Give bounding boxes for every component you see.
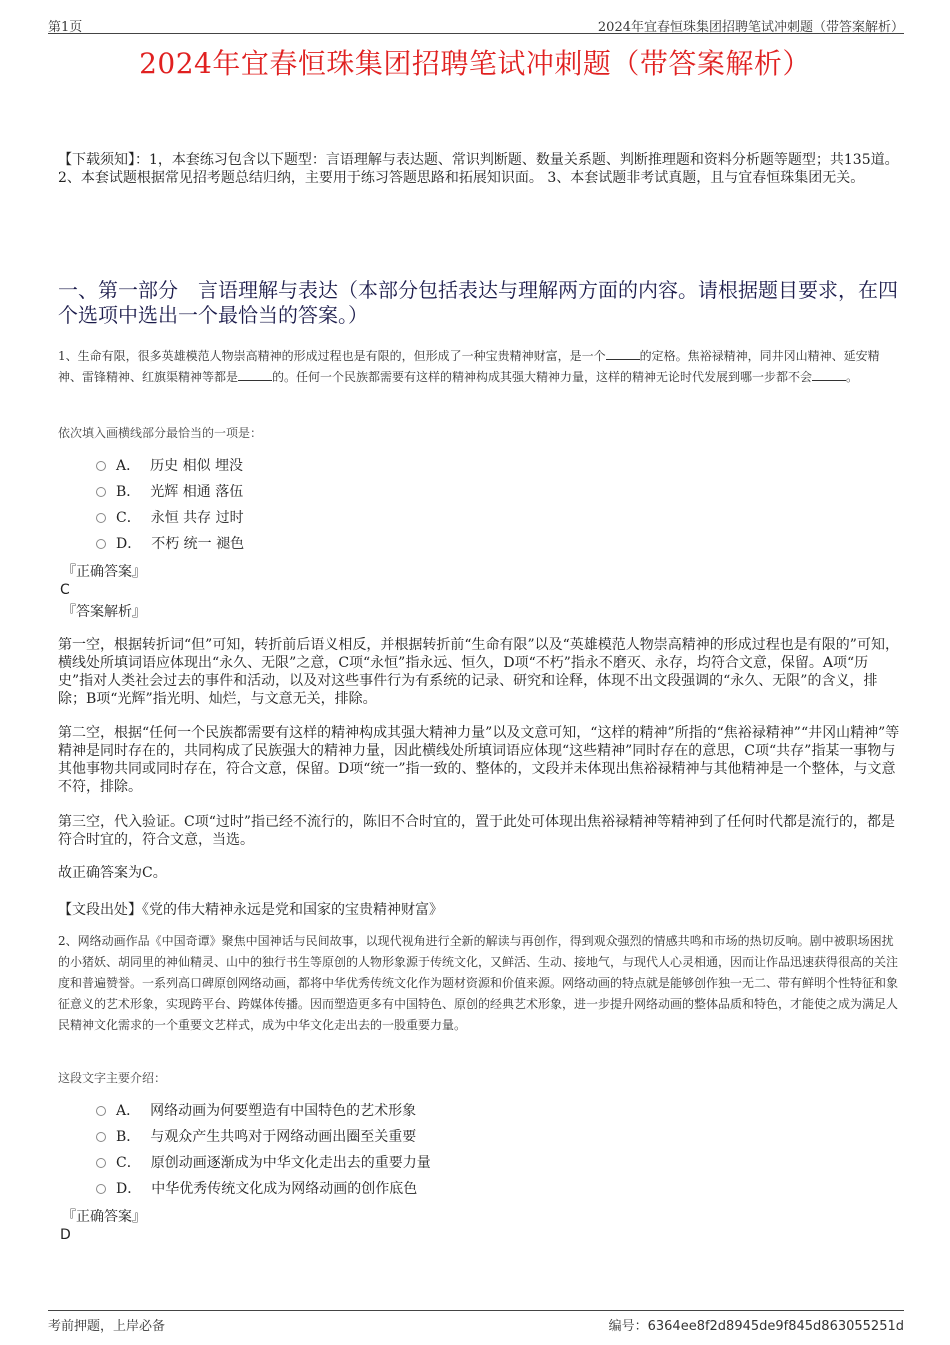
blank-2 — [238, 369, 272, 381]
blank-1 — [606, 348, 640, 360]
question-2-prompt: 这段文字主要介绍： — [58, 1071, 167, 1085]
q2-option-d[interactable]: D． 中华优秀传统文化成为网络动画的创作底色 — [96, 1180, 417, 1198]
q2-answer-label: 『正确答案』 — [62, 1209, 146, 1225]
page-number: 第1页 — [48, 20, 83, 35]
section-title: 一、第一部分 言语理解与表达（本部分包括表达与理解两方面的内容。请根据题目要求，在四个选项中选出一个最恰当的答案。） — [58, 278, 898, 327]
radio-icon[interactable] — [96, 1106, 106, 1116]
q1-option-a[interactable]: A． 历史 相似 埋没 — [96, 457, 243, 475]
q1-option-b[interactable]: B． 光辉 相通 落伍 — [96, 483, 243, 501]
q1-text-b: 的定格。焦裕禄精神，同井冈山精神、延安精神、雷锋精神、红旗渠精神等都是 — [58, 349, 880, 384]
q1-analysis-para-1: 第一空，根据转折词“但”可知，转折前后语义相反，并根据转折前“生命有限”以及“英雄模范人物崇高精神的形成过程也是有限的”可知，横线处所填词语应体现出“永久、无限”之意，C项“永恒”指永远、恒久，D项“不朽”指永不磨灭、永存，均符合文意，保留。A项“历史”指对人类社会过去的事件和活动，以及对这些事件行为有系统的记录、研究和诠释，体现不出文段强调的“永久、无限”的含义，排除；B项“光辉”指光明、灿烂，与文意无关，排除。 — [58, 637, 899, 707]
q2-option-b[interactable]: B． 与观众产生共鸣对于网络动画出圈至关重要 — [96, 1128, 416, 1146]
q1-source: 【文段出处】《党的伟大精神永远是党和国家的宝贵精神财富》 — [58, 902, 443, 918]
q1-text-a: 1、生命有限，很多英雄模范人物崇高精神的形成过程也是有限的，但形成了一种宝贵精神财富，是一个 — [58, 349, 606, 363]
header-doc-title: 2024年宜春恒珠集团招聘笔试冲刺题（带答案解析） — [597, 20, 904, 35]
q1-analysis-para-2: 第二空，根据“任何一个民族都需要有这样的精神构成其强大精神力量”以及文意可知，“这样的精神”所指的“焦裕禄精神”“井冈山精神”等精神是同时存在的，共同构成了民族强大的精神力量，因此横线处所填词语应体现“这些精神”同时存在的意思，C项“共存”指某一事物与其他事物共同或同时存在，符合文意，保留。D项“统一”指一致的、整体的，文段并未体现出焦裕禄精神与其他精神是一个整体，与文意不符，排除。 — [58, 725, 900, 795]
download-notice: 【下载须知】：1，本套练习包含以下题型：言语理解与表达题、常识判断题、数量关系题、判断推理题和资料分析题等题型；共135道。 2、本套试题根据常见招考题总结归纳，主要用于练习答题思路和拓展知识面。 3、本套试题非考试真题，且与宜春恒珠集团无关。 — [58, 152, 899, 186]
radio-icon[interactable] — [96, 461, 106, 471]
footer-code — [609, 1315, 904, 1334]
blank-3 — [812, 369, 846, 381]
q2-option-a[interactable]: A． 网络动画为何要塑造有中国特色的艺术形象 — [96, 1102, 416, 1120]
radio-icon[interactable] — [96, 1158, 106, 1168]
q2-option-c[interactable]: C． 原创动画逐渐成为中华文化走出去的重要力量 — [96, 1154, 431, 1172]
footer-slogan: 考前押题，上岸必备 — [48, 1319, 166, 1334]
q1-analysis-label: 『答案解析』 — [62, 604, 146, 620]
document-title: 2024年宜春恒珠集团招聘笔试冲刺题（带答案解析） — [139, 47, 811, 80]
footer-code-label: 编号： — [608, 1319, 648, 1334]
q1-analysis-para-4: 故正确答案为C。 — [58, 865, 167, 881]
q1-option-c[interactable]: C． 永恒 共存 过时 — [96, 509, 244, 527]
q1-answer-label: 『正确答案』 — [62, 564, 146, 580]
q1-text-c: 的。任何一个民族都需要有这样的精神构成其强大精神力量，这样的精神无论时代发展到哪一步都不会 — [272, 370, 813, 384]
page-footer — [48, 1310, 904, 1334]
question-2-stem: 2、网络动画作品《中国奇谭》聚焦中国神话与民间故事，以现代视角进行全新的解读与再创作，得到观众强烈的情感共鸣和市场的热切反响。剧中被职场困扰的小猪妖、胡同里的神仙精灵、山中的独行书生等原创的人物形象源于传统文化，又鲜活、生动、接地气，与现代人心灵相通，因而让作品迅速获得很高的关注度和普遍赞誉。一系列高口碑原创网络动画，都将中华优秀传统文化作为题材资源和价值来源。网络动画的特点就是能够创作独一无二、带有鲜明个性特征和象征意义的艺术形象，实现跨平台、跨媒体传播。因而塑造更多有中国特色、原创的经典艺术形象，进一步提升网络动画的整体品质和特色，才能使之成为满足人民精神文化需求的一个重要文艺样式，成为中华文化走出去的一股重要力量。 — [58, 934, 899, 1032]
footer-code-value: 6364ee8f2d8945de9f845d863055251d — [647, 1319, 904, 1334]
question-1-prompt: 依次填入画横线部分最恰当的一项是： — [58, 426, 263, 440]
question-1-stem — [58, 346, 902, 388]
q1-answer: C — [60, 582, 70, 598]
q1-analysis-para-3: 第三空，代入验证。C项“过时”指已经不流行的，陈旧不合时宜的，置于此处可体现出焦裕禄精神等精神到了任何时代都是流行的，都是符合时宜的，符合文意，当选。 — [58, 814, 896, 848]
radio-icon[interactable] — [96, 1184, 106, 1194]
q1-text-d: 。 — [846, 370, 859, 384]
radio-icon[interactable] — [96, 539, 106, 549]
radio-icon[interactable] — [96, 1132, 106, 1142]
radio-icon[interactable] — [96, 487, 106, 497]
q1-option-d[interactable]: D． 不朽 统一 褪色 — [96, 535, 244, 553]
page-header — [48, 14, 904, 34]
radio-icon[interactable] — [96, 513, 106, 523]
q2-answer: D — [60, 1227, 71, 1243]
